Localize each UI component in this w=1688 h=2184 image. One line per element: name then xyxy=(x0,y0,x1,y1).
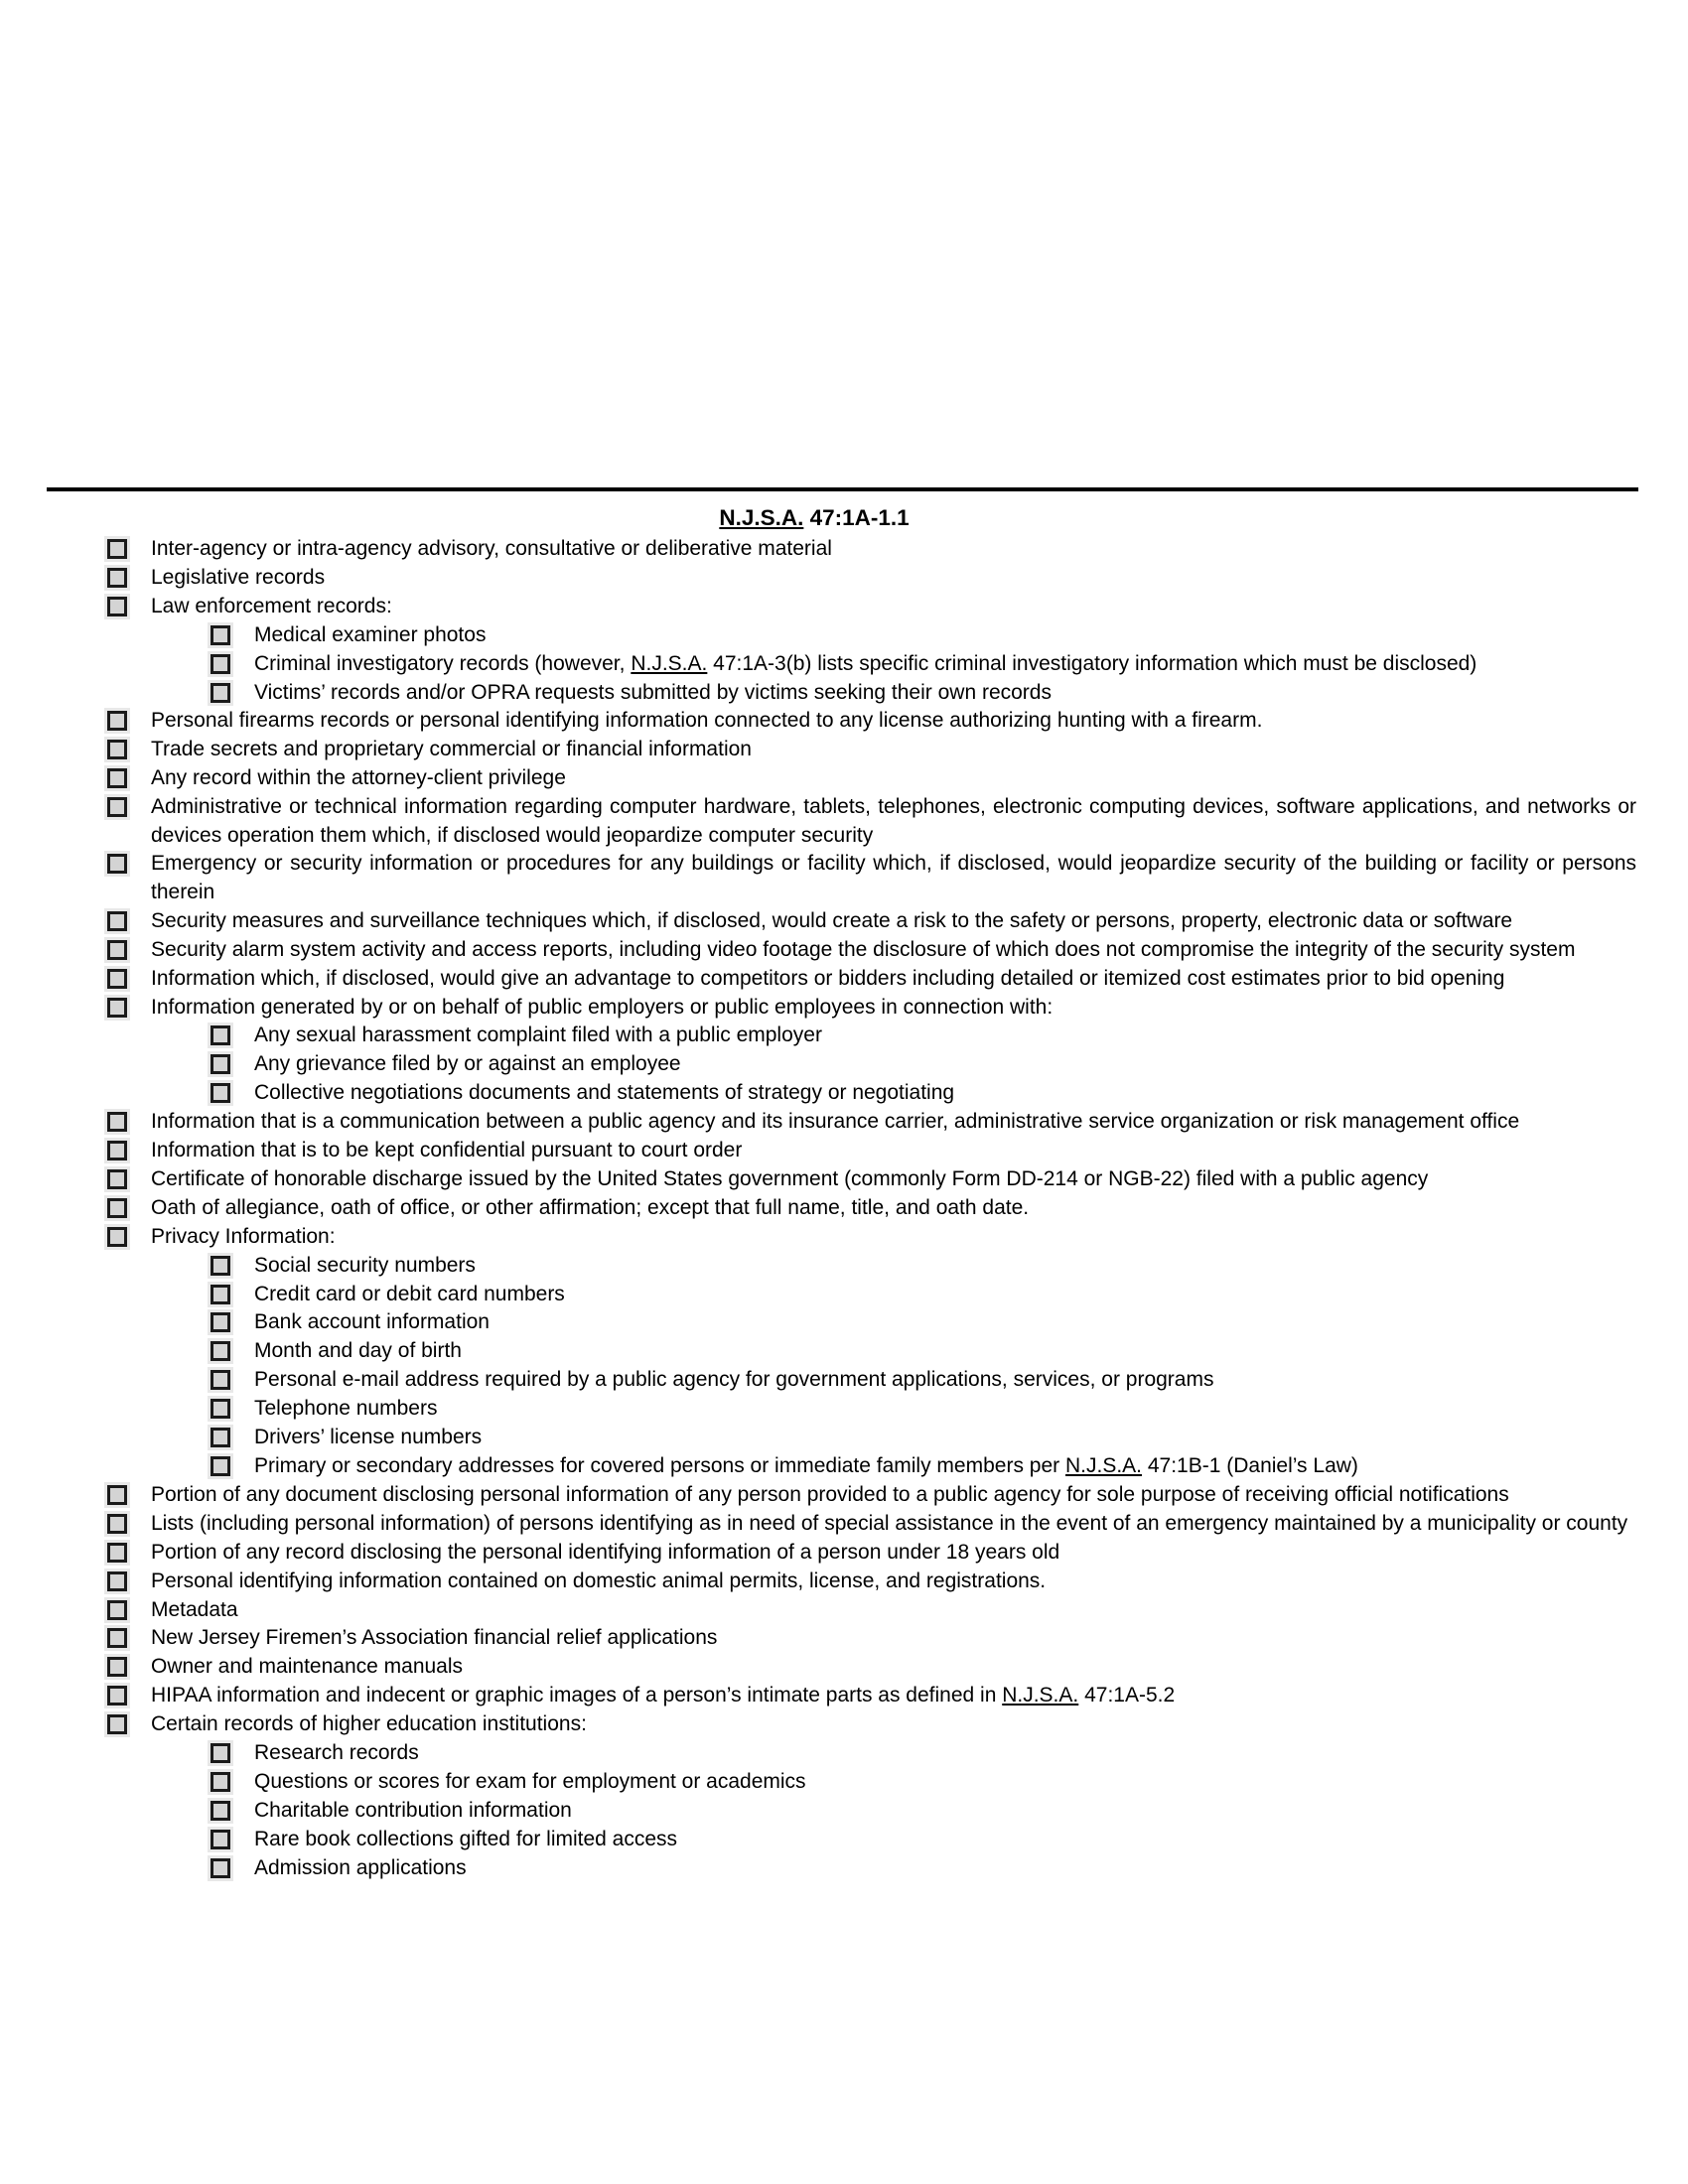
checklist-item-label xyxy=(151,1653,1636,1681)
label-text: Administrative or technical information regarding computer hardware, tablets, telephones, electronic computing devices, software applications, and networks or devices operation them which, if disclosed would jeopardize computer security xyxy=(151,795,1636,847)
label-text: Social security numbers xyxy=(254,1253,476,1277)
checklist-item-label xyxy=(151,1108,1636,1136)
statute-citation-underlined: N.J.S.A. xyxy=(1002,1684,1079,1707)
label-text: Inter-agency or intra-agency advisory, consultative or deliberative material xyxy=(151,537,832,560)
label-text: Information that is a communication between a public agency and its insurance carrier, administrative service organization or risk management office xyxy=(151,1110,1520,1134)
checklist-item xyxy=(0,1395,1688,1423)
checklist-item-label xyxy=(151,1481,1636,1509)
statute-citation-underlined: N.J.S.A. xyxy=(1064,1454,1143,1477)
label-text: Portion of any document disclosing personal information of any person provided to a public agency for sole purpose of receiving official notifications xyxy=(151,1482,1509,1506)
label-text: Certificate of honorable discharge issued by the United States government (commonly Form DD-214 or NGB-22) filed with a public agency xyxy=(151,1166,1429,1190)
checkbox-icon[interactable] xyxy=(107,797,127,817)
checklist-item xyxy=(0,1366,1688,1394)
checklist-item xyxy=(0,936,1688,964)
checkbox-icon[interactable] xyxy=(107,940,127,960)
checkbox-icon[interactable] xyxy=(107,1571,127,1591)
label-text-before-citation: HIPAA information and indecent or graphic images of a person’s intimate parts as defined in xyxy=(151,1684,1003,1707)
checklist-item xyxy=(0,793,1688,850)
checklist-item-label xyxy=(254,1424,1636,1451)
label-text: Certain records of higher education institutions: xyxy=(151,1712,587,1736)
checklist-item xyxy=(0,1739,1688,1767)
checkbox-icon[interactable] xyxy=(107,1141,127,1160)
checkbox-icon[interactable] xyxy=(211,1399,230,1419)
checklist-item xyxy=(0,1653,1688,1681)
header-divider-rule xyxy=(47,487,1638,491)
checklist-item xyxy=(0,1568,1688,1595)
checklist-item-label xyxy=(254,650,1636,678)
label-text: Month and day of birth xyxy=(254,1339,462,1363)
label-text: Personal e-mail address required by a public agency for government applications, services, or programs xyxy=(254,1368,1214,1392)
checkbox-icon[interactable] xyxy=(211,1341,230,1361)
label-text: Questions or scores for exam for employment or academics xyxy=(254,1769,806,1793)
checklist-item-label xyxy=(254,1022,1636,1049)
checklist-item xyxy=(0,1826,1688,1853)
checkbox-icon[interactable] xyxy=(211,1801,230,1821)
checklist-item xyxy=(0,736,1688,763)
checklist-item-label xyxy=(151,965,1636,993)
checklist-item-label xyxy=(151,535,1636,563)
checkbox-icon[interactable] xyxy=(211,1083,230,1103)
label-text: Charitable contribution information xyxy=(254,1798,572,1822)
checkbox-icon[interactable] xyxy=(107,597,127,616)
statute-citation-underlined: N.J.S.A. xyxy=(631,651,708,675)
checklist-item xyxy=(0,1079,1688,1107)
checkbox-icon[interactable] xyxy=(211,1054,230,1074)
checkbox-icon[interactable] xyxy=(107,1227,127,1247)
checklist-item xyxy=(0,1108,1688,1136)
checkbox-icon[interactable] xyxy=(211,1285,230,1304)
page-title xyxy=(0,504,1688,532)
checkbox-icon[interactable] xyxy=(211,1256,230,1276)
label-text: Drivers’ license numbers xyxy=(254,1426,483,1449)
checklist-item xyxy=(0,1165,1688,1193)
checklist-item-label xyxy=(151,1624,1636,1652)
label-text: Security measures and surveillance techniques which, if disclosed, would create a risk to the safety or persons, property, electronic data or software xyxy=(151,908,1513,932)
label-text: Any sexual harassment complaint filed with a public employer xyxy=(254,1024,822,1047)
label-text: Information that is to be kept confidential pursuant to court order xyxy=(151,1139,743,1162)
checklist-item-label xyxy=(254,1854,1636,1882)
checkbox-icon[interactable] xyxy=(107,1514,127,1534)
checkbox-icon[interactable] xyxy=(107,568,127,588)
checklist-item-label xyxy=(151,707,1636,735)
checklist-item xyxy=(0,1137,1688,1164)
checklist-item xyxy=(0,1223,1688,1251)
label-text: Bank account information xyxy=(254,1310,490,1334)
checklist-item-label xyxy=(254,679,1636,707)
label-text: Victims’ records and/or OPRA requests submitted by victims seeking their own records xyxy=(254,680,1052,704)
checklist-item-label xyxy=(151,764,1636,792)
checklist-item-label xyxy=(254,1739,1636,1767)
label-text: Collective negotiations documents and statements of strategy or negotiating xyxy=(254,1081,955,1105)
checklist-item xyxy=(0,1050,1688,1078)
checklist-item-label xyxy=(254,1826,1636,1853)
checklist-item xyxy=(0,1596,1688,1624)
checklist-item xyxy=(0,1194,1688,1222)
checkbox-icon[interactable] xyxy=(211,1772,230,1792)
checkbox-icon[interactable] xyxy=(107,1543,127,1563)
label-text: Information which, if disclosed, would give an advantage to competitors or bidders including detailed or itemized cost estimates prior to bid opening xyxy=(151,966,1505,990)
checklist-item-label xyxy=(151,936,1636,964)
label-text: Medical examiner photos xyxy=(254,622,487,646)
label-text-after-citation: 47:1A-3(b) lists specific criminal investigatory information which must be disclosed) xyxy=(707,651,1477,675)
checklist-item-label xyxy=(254,1337,1636,1365)
label-text: Research records xyxy=(254,1741,419,1765)
checklist-item xyxy=(0,535,1688,563)
checklist-item-label xyxy=(151,1710,1636,1738)
label-text: Admission applications xyxy=(254,1855,467,1879)
checklist-item xyxy=(0,994,1688,1022)
checklist-item xyxy=(0,1308,1688,1336)
checkbox-icon[interactable] xyxy=(211,625,230,645)
checklist-item xyxy=(0,1624,1688,1652)
checklist-item-label xyxy=(254,1281,1636,1308)
page-title-section: 47:1A-1.1 xyxy=(803,505,910,530)
checklist-item-label xyxy=(151,793,1636,850)
checklist-item-label xyxy=(151,907,1636,935)
checklist-item xyxy=(0,1337,1688,1365)
label-text: Any record within the attorney-client privilege xyxy=(151,766,566,790)
label-text: Trade secrets and proprietary commercial or financial information xyxy=(151,738,752,761)
checkbox-icon[interactable] xyxy=(211,1025,230,1045)
checkbox-icon[interactable] xyxy=(211,1743,230,1763)
checkbox-icon[interactable] xyxy=(107,1628,127,1648)
label-text-after-citation: 47:1B-1 (Daniel’s Law) xyxy=(1142,1454,1358,1477)
checklist-item xyxy=(0,1252,1688,1280)
checklist-item xyxy=(0,1682,1688,1709)
checkbox-icon[interactable] xyxy=(107,768,127,788)
checklist-item xyxy=(0,1452,1688,1480)
checklist-item xyxy=(0,679,1688,707)
label-text: Personal identifying information contained on domestic animal permits, license, and registrations. xyxy=(151,1569,1047,1592)
checkbox-icon[interactable] xyxy=(107,854,127,874)
checkbox-icon[interactable] xyxy=(107,969,127,989)
label-text: Owner and maintenance manuals xyxy=(151,1655,464,1679)
checklist-item-label xyxy=(151,593,1636,620)
checklist-item xyxy=(0,593,1688,620)
label-text: Information generated by or on behalf of public employers or public employees in connection with: xyxy=(151,995,1054,1019)
checklist-item-label xyxy=(151,1568,1636,1595)
label-text-before-citation: Criminal investigatory records (however, xyxy=(254,651,632,675)
label-text: Oath of allegiance, oath of office, or other affirmation; except that full name, title, and oath date. xyxy=(151,1195,1030,1219)
checklist-item xyxy=(0,1281,1688,1308)
checklist-item-label xyxy=(254,621,1636,649)
checkbox-icon[interactable] xyxy=(107,911,127,931)
checkbox-icon[interactable] xyxy=(107,1485,127,1505)
checklist-item-label xyxy=(151,564,1636,592)
label-text: Rare book collections gifted for limited access xyxy=(254,1827,678,1850)
checklist-item xyxy=(0,650,1688,678)
label-text-after-citation: 47:1A-5.2 xyxy=(1078,1684,1176,1707)
checklist-item-label xyxy=(254,1452,1636,1480)
checklist-item-label xyxy=(151,736,1636,763)
checklist-item xyxy=(0,907,1688,935)
checkbox-icon[interactable] xyxy=(211,683,230,703)
label-text: New Jersey Firemen’s Association financial relief applications xyxy=(151,1626,718,1650)
checklist-item xyxy=(0,707,1688,735)
checklist-item-label xyxy=(254,1308,1636,1336)
checklist-item-label xyxy=(254,1768,1636,1796)
label-text: Law enforcement records: xyxy=(151,594,392,617)
label-text-before-citation: Primary or secondary addresses for covered persons or immediate family members per xyxy=(254,1454,1065,1477)
page-title-statute-underlined: N.J.S.A. xyxy=(719,505,804,530)
checkbox-icon[interactable] xyxy=(211,1428,230,1447)
label-text: Portion of any record disclosing the personal identifying information of a person under 18 years old xyxy=(151,1540,1060,1564)
checklist-item-label xyxy=(151,994,1636,1022)
label-text: Telephone numbers xyxy=(254,1397,438,1421)
checklist-item xyxy=(0,1424,1688,1451)
document-content xyxy=(0,504,1688,1883)
checkbox-icon[interactable] xyxy=(211,1456,230,1476)
label-text: Lists (including personal information) of persons identifying as in need of special assistance in the event of an emergency maintained by a municipality or county xyxy=(151,1511,1628,1535)
checkbox-icon[interactable] xyxy=(211,1312,230,1332)
checklist-item xyxy=(0,1854,1688,1882)
checklist-item-label xyxy=(151,1539,1636,1567)
label-text: Privacy Information: xyxy=(151,1224,336,1248)
checklist-item-label xyxy=(254,1079,1636,1107)
checkbox-icon[interactable] xyxy=(211,1830,230,1849)
checklist-item-label xyxy=(151,1137,1636,1164)
checkbox-icon[interactable] xyxy=(107,1112,127,1132)
checklist-item xyxy=(0,1481,1688,1509)
exemption-checklist xyxy=(0,535,1688,1882)
checklist-item xyxy=(0,965,1688,993)
checklist-item xyxy=(0,1797,1688,1825)
checklist-item xyxy=(0,564,1688,592)
checklist-item-label xyxy=(254,1395,1636,1423)
checkbox-icon[interactable] xyxy=(107,998,127,1018)
checkbox-icon[interactable] xyxy=(107,1714,127,1734)
checkbox-icon[interactable] xyxy=(107,1686,127,1706)
checklist-item xyxy=(0,1539,1688,1567)
checklist-item xyxy=(0,1710,1688,1738)
checklist-item-label xyxy=(151,1165,1636,1193)
checklist-item xyxy=(0,1022,1688,1049)
checkbox-icon[interactable] xyxy=(211,1858,230,1878)
checklist-item-label xyxy=(254,1050,1636,1078)
checkbox-icon[interactable] xyxy=(107,740,127,759)
checkbox-icon[interactable] xyxy=(211,654,230,674)
checkbox-icon[interactable] xyxy=(107,711,127,731)
checklist-item xyxy=(0,850,1688,906)
checkbox-icon[interactable] xyxy=(107,1198,127,1218)
checklist-item-label xyxy=(151,1194,1636,1222)
checklist-item-label xyxy=(254,1797,1636,1825)
label-text: Any grievance filed by or against an employee xyxy=(254,1052,681,1076)
checkbox-icon[interactable] xyxy=(107,539,127,559)
checklist-item-label xyxy=(151,1510,1636,1538)
checklist-item-label xyxy=(151,850,1636,906)
label-text: Personal firearms records or personal identifying information connected to any license authorizing hunting with a firearm. xyxy=(151,709,1263,733)
label-text: Security alarm system activity and access reports, including video footage the disclosure of which does not compromise the integrity of the security system xyxy=(151,937,1576,961)
checkbox-icon[interactable] xyxy=(211,1370,230,1390)
checkbox-icon[interactable] xyxy=(107,1600,127,1620)
checklist-item-label xyxy=(254,1252,1636,1280)
checklist-item xyxy=(0,1768,1688,1796)
checklist-item xyxy=(0,764,1688,792)
checklist-item-label xyxy=(254,1366,1636,1394)
label-text: Metadata xyxy=(151,1597,238,1621)
checklist-item-label xyxy=(151,1596,1636,1624)
label-text: Emergency or security information or procedures for any buildings or facility which, if disclosed, would jeopardize security of the building or facility or persons therein xyxy=(151,852,1636,903)
checklist-item xyxy=(0,621,1688,649)
checkbox-icon[interactable] xyxy=(107,1169,127,1189)
label-text: Legislative records xyxy=(151,565,326,589)
checklist-item-label xyxy=(151,1682,1636,1709)
checklist-item-label xyxy=(151,1223,1636,1251)
label-text: Credit card or debit card numbers xyxy=(254,1282,565,1305)
checklist-item xyxy=(0,1510,1688,1538)
checkbox-icon[interactable] xyxy=(107,1657,127,1677)
